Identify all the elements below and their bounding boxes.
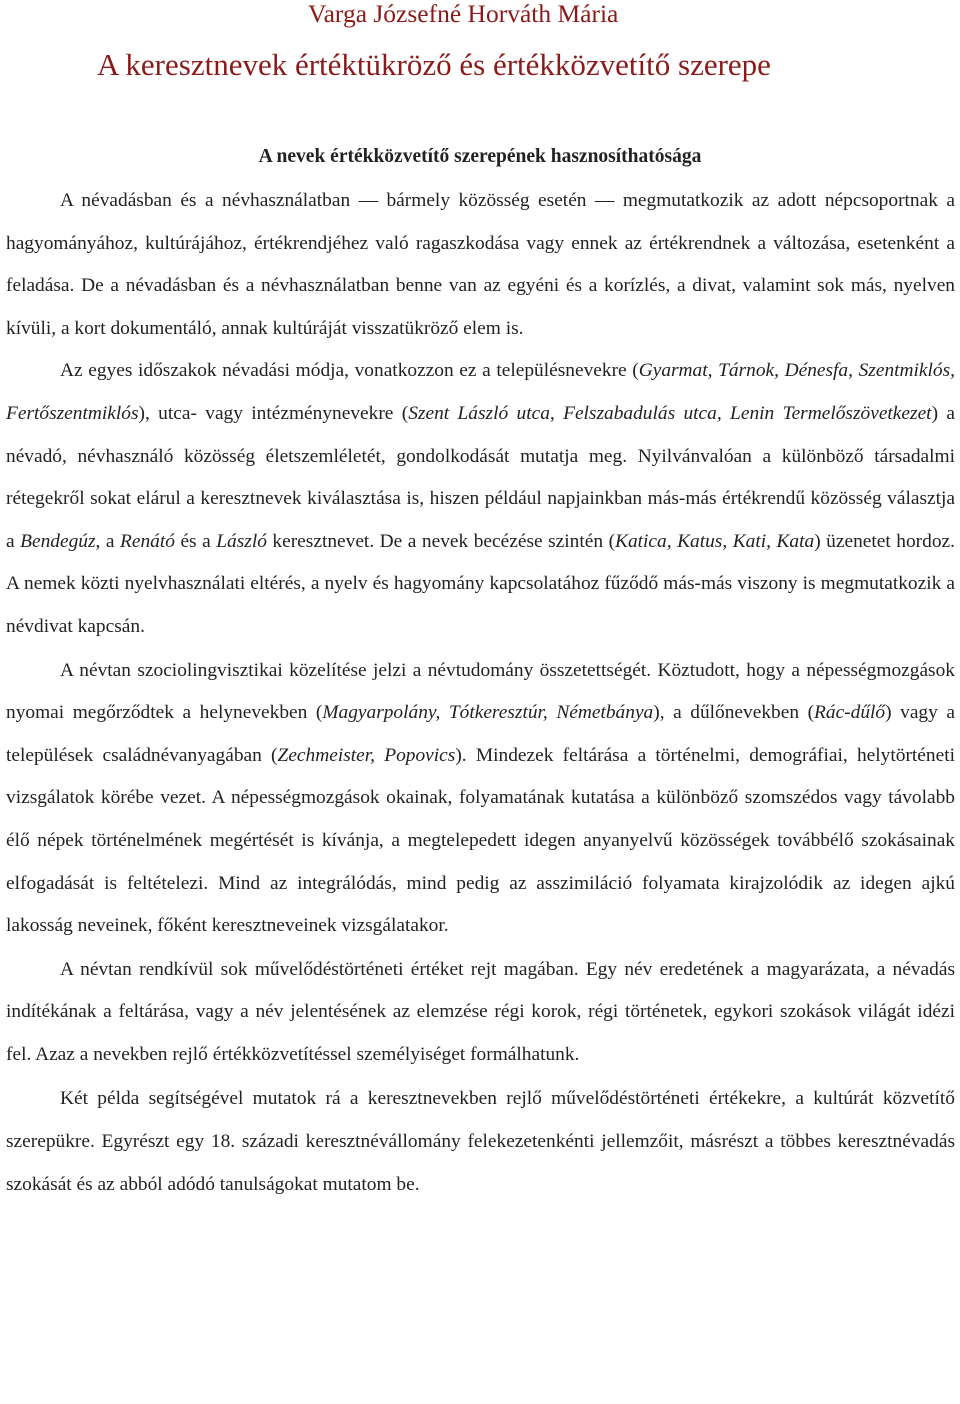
text-run: ) üzenetet hordoz. A nemek közti nyelvhasználati eltérés, a nyelv és hagyomány kapcsolatához fűződő más-más viszony is megmutatkozik a névdivat kapcsán. (6, 530, 955, 637)
text-run: Az egyes időszakok névadási módja, vonatkozzon ez a településnevekre ( (60, 360, 639, 382)
italic-run: Katica, Katus, Kati, Kata (615, 530, 815, 552)
body-text (6, 180, 955, 1206)
text-run: Két példa segítségével mutatok rá a keresztnevekben rejlő művelődéstörténeti értékekre, a kultúrát közvetítő szerepükre. Egyrészt egy 18. századi keresztnévállomány felekezetenkénti jellemzőit, másrészt a többes keresztnévadás szokását és az abból adódó tanulságokat mutatom be. (6, 1088, 955, 1195)
text-run: , a (95, 530, 120, 552)
italic-run: Zechmeister, Popovics (277, 744, 456, 766)
paragraph-1 (6, 180, 955, 350)
paragraph-2 (6, 350, 955, 648)
italic-run: Rác-dűlő (814, 702, 886, 724)
text-run: ), utca- vagy intézménynevekre ( (138, 402, 409, 424)
text-run: A névtan szociolingvisztikai közelítése jelzi a névtudomány összetettségét. Köztudott, hogy a népességmozgások nyomai megőrződtek a helynevekben ( (6, 659, 955, 724)
italic-run: Szent László utca, Felszabadulás utca, Lenin Termelőszövetkezet (408, 402, 932, 424)
text-run: ). Mindezek feltárása a történelmi, demográfiai, helytörténeti vizsgálatok körébe vezet. A népességmozgások okainak, folyamatának kutatása a különböző szomszédos vagy távolabb élő népek történelmének megértését is kívánja, a megtelepedett idegen anyanyelvű közösségek továbbélő szokásainak elfogadását is feltételezi. Mind az integrálódás, mind pedig az asszimiláció folyamata kirajzolódik az idegen ajkú lakosság neveinek, főként keresztneveinek vizsgálatakor. (6, 744, 955, 937)
section-heading: A nevek értékközvetítő szerepének hasznosíthatósága (258, 146, 702, 167)
italic-run: Renátó (120, 530, 175, 552)
italic-run: Gyarmat, Tárnok, Dénesfa, Szentmiklós, Fertőszentmiklós (6, 360, 955, 424)
text-run: ) vagy a települések családnévanyagában ( (6, 702, 955, 766)
italic-run: Magyarpolány, Tótkeresztúr, Németbánya (322, 702, 654, 724)
paragraph-4 (6, 949, 955, 1077)
text-run: keresztnevet. De a nevek becézése szintén ( (266, 530, 616, 552)
text-run: A névadásban és a névhasználatban — bármely közösség esetén — megmutatkozik az adott népcsoportnak a hagyományához, kultúrájához, értékrendjéhez való ragaszkodása vagy ennek az értékrendnek a változása, esetenként a feladása. De a névadásban és a névhasználatban benne van az egyéni és a korízlés, a divat, valamint sok más, nyelven kívüli, a kort dokumentáló, annak kultúráját visszatükröző elem is. (6, 190, 955, 339)
text-run: és a (174, 530, 217, 552)
text-run: A névtan rendkívül sok művelődéstörténeti értéket rejt magában. Egy név eredetének a magyarázata, a névadás indítékának a feltárása, vagy a név jelentésének az elemzése régi korok, régi történetek, egykori szokások világát idézi fel. Azaz a nevekben rejlő értékközvetítéssel személyiséget formálhatunk. (6, 958, 955, 1065)
italic-run: László (216, 530, 267, 552)
text-run: ) a névadó, névhasználó közösség életszemléletét, gondolkodását mutatja meg. Nyilvánvalóan a különböző társadalmi rétegekről sokat elárul a keresztnevek kiválasztása is, hiszen például napjainkban más-más értékrendű közösség választja a (6, 402, 955, 552)
italic-run: Bendegúz (20, 530, 96, 552)
text-run: ), a dűlőnevekben ( (653, 702, 815, 724)
document-title: A keresztnevek értéktükröző és értékközvetítő szerepe (97, 47, 771, 82)
author-name: Varga Józsefné Horváth Mária (308, 0, 619, 28)
paragraph-3 (6, 650, 955, 948)
paragraph-5 (6, 1078, 955, 1206)
